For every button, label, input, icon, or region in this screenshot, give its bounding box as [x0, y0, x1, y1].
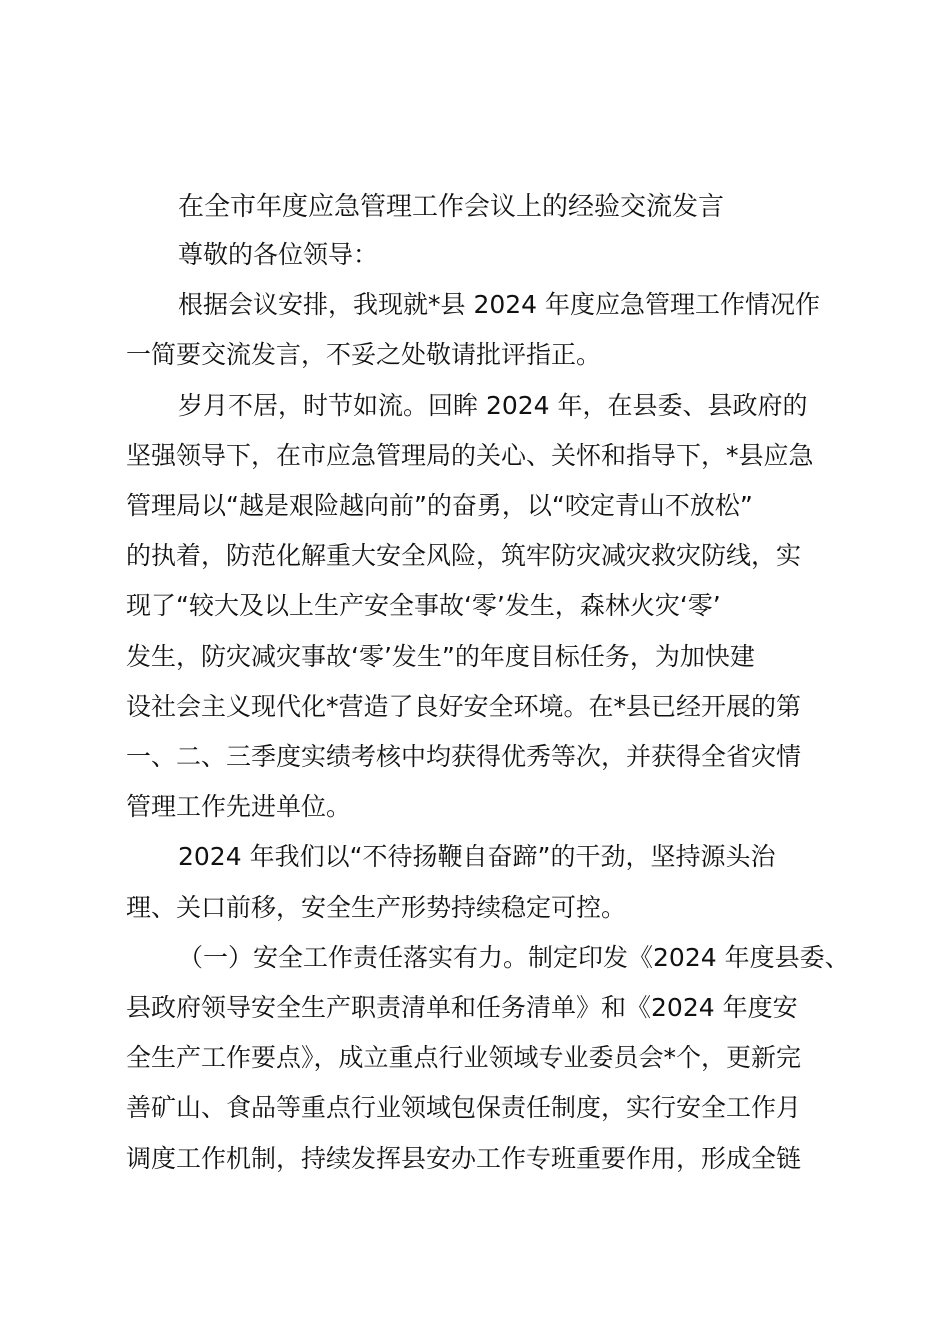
- document-body: [126, 230, 850, 1184]
- greeting-line: 尊敬的各位领导：: [178, 240, 379, 269]
- text-line: 善矿山、食品等重点行业领域包保责任制度，实行安全工作月: [126, 1093, 802, 1123]
- text-line: 调度工作机制，持续发挥县安办工作专班重要作用，形成全链: [126, 1143, 802, 1173]
- text-line: 的执着，防范化解重大安全风险，筑牢防灾减灾救灾防线，实: [126, 541, 802, 571]
- paragraph-2: [126, 381, 841, 833]
- text-line: 管理工作先进单位。: [126, 792, 352, 822]
- text-line: 管理局以“越是艰险越向前”的奋勇，以“咬定青山不放松”: [126, 491, 753, 521]
- text-line: 设社会主义现代化*营造了良好安全环境。在*县已经开展的第: [126, 691, 802, 721]
- text-line: 一简要交流发言，不妥之处敬请批评指正。: [126, 340, 602, 370]
- text-line: 2024 年我们以“不待扬鞭自奋蹄”的干劲，坚持源头治: [178, 842, 776, 872]
- paragraph-1: [126, 280, 841, 380]
- text-line: 全生产工作要点》，成立重点行业领域专业委员会*个，更新完: [126, 1043, 802, 1073]
- text-line: 理、关口前移，安全生产形势持续稳定可控。: [126, 892, 627, 922]
- text-line: 现了“较大及以上生产安全事故‘零’发生，森林火灾‘零’: [126, 591, 721, 621]
- text-line: 岁月不居，时节如流。回眸 2024 年，在县委、县政府的: [178, 390, 808, 420]
- text-line: 根据会议安排，我现就*县 2024 年度应急管理工作情况作: [178, 290, 821, 320]
- paragraph-3: [126, 832, 841, 932]
- text-line: （一）安全工作责任落实有力。制定印发《2024 年度县委、: [178, 942, 850, 972]
- paragraph-4: [126, 933, 850, 1184]
- greeting-paragraph: [126, 230, 841, 280]
- text-line: 县政府领导安全生产职责清单和任务清单》和《2024 年度安: [126, 993, 798, 1023]
- text-line: 坚强领导下，在市应急管理局的关心、关怀和指导下，*县应急: [126, 440, 814, 470]
- document-title: 在全市年度应急管理工作会议上的经验交流发言: [178, 192, 725, 222]
- text-line: 发生，防灾减灾事故‘零’发生”的年度目标任务，为加快建: [126, 641, 755, 671]
- text-line: 一、二、三季度实绩考核中均获得优秀等次，并获得全省灾情: [126, 742, 802, 772]
